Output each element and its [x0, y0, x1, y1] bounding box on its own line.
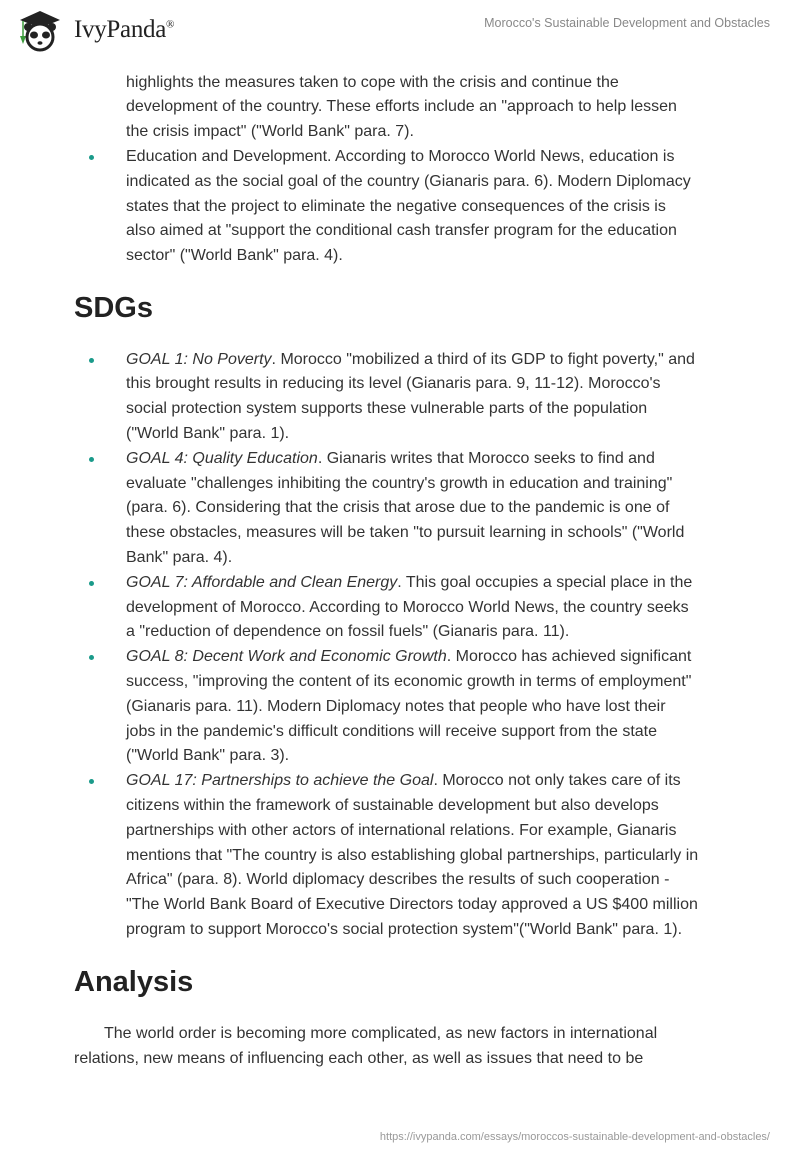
text-line [126, 670, 754, 695]
text-line [126, 447, 754, 472]
bullet-icon [89, 581, 94, 586]
line-text: (Gianaris para. 11). Modern Diplomacy notes that people who have lost their [126, 697, 666, 715]
line-text: (para. 6). Considering that the crisis that arose due to the pandemic is one of [126, 499, 670, 517]
text-line [126, 71, 754, 96]
list-item [74, 645, 754, 769]
text-line [126, 695, 754, 720]
line-text: development of the country. These efforts include an "approach to help lessen [126, 98, 677, 116]
goal-title: GOAL 1: No Poverty [126, 350, 272, 368]
line-text: development of Morocco. According to Morocco World News, the country seeks [126, 598, 689, 616]
line-text: Bank" para. 4). [126, 548, 233, 566]
text-line [126, 120, 754, 145]
sdg-list [74, 348, 754, 943]
goal-title: GOAL 17: Partnerships to achieve the Goal [126, 772, 434, 790]
list-item [74, 71, 754, 145]
text-line [126, 620, 754, 645]
text-line [126, 918, 754, 943]
line-text: . Morocco not only takes care of its [433, 772, 681, 790]
line-text: Africa" (para. 8). World diplomacy describes the results of such cooperation - [126, 871, 670, 889]
text-line [126, 496, 754, 521]
text-line [126, 95, 754, 120]
goal-title: GOAL 4: Quality Education [126, 449, 318, 467]
text-line [126, 893, 754, 918]
line-text: social protection system supports these vulnerable parts of the population [126, 400, 648, 418]
line-text: evaluate "challenges inhibiting the country's growth in education and training" [126, 474, 673, 492]
intro-list [74, 71, 754, 269]
line-text: success, "improving the content of its economic growth in terms of employment" [126, 672, 692, 690]
line-text: also aimed at "support the conditional cash transfer program for the education [126, 222, 677, 240]
panda-graduate-icon [12, 8, 68, 52]
list-item [74, 447, 754, 571]
text-line [126, 521, 754, 546]
text-line: relations, new means of influencing each other, as well as issues that need to be [74, 1050, 644, 1068]
line-text: jobs in the pandemic's difficult conditions will receive support from the state [126, 722, 658, 740]
line-text: ("World Bank" para. 3). [126, 747, 290, 765]
bullet-icon [89, 779, 94, 784]
text-line [126, 546, 754, 571]
text-line [126, 596, 754, 621]
line-text: . Morocco "mobilized a third of its GDP to fight poverty," and [271, 350, 695, 368]
line-text: sector" ("World Bank" para. 4). [126, 247, 343, 265]
article-body [74, 71, 754, 1072]
line-text: these obstacles, measures will be taken "to pursuit learning in schools" ("World [126, 524, 685, 542]
line-text: ("World Bank" para. 1). [126, 424, 290, 442]
line-text: mentions that "The country is also establishing global partnerships, particularly in [126, 846, 699, 864]
line-text: this brought results in reducing its level (Gianaris para. 9, 11-12). Morocco's [126, 375, 661, 393]
bullet-icon [89, 655, 94, 660]
analysis-heading: Analysis [74, 965, 194, 998]
text-line [126, 472, 754, 497]
line-text: partnerships with other actors of international relations. For example, Gianaris [126, 821, 677, 839]
line-text: highlights the measures taken to cope with the crisis and continue the [126, 73, 619, 91]
ivypanda-logo[interactable] [12, 8, 174, 52]
bullet-icon [89, 358, 94, 363]
line-text: . Gianaris writes that Morocco seeks to find and [317, 449, 655, 467]
text-line [126, 794, 754, 819]
text-line [126, 720, 754, 745]
line-text: indicated as the social goal of the country (Gianaris para. 6). Modern Diplomacy [126, 172, 691, 190]
document-title: Morocco's Sustainable Development and Obstacles [484, 16, 770, 30]
goal-title: GOAL 8: Decent Work and Economic Growth [126, 648, 447, 666]
line-text: the crisis impact" ("World Bank" para. 7). [126, 123, 414, 141]
text-line [126, 744, 754, 769]
analysis-paragraph [74, 1022, 754, 1072]
line-text: . Morocco has achieved significant [446, 648, 692, 666]
text-line [126, 769, 754, 794]
list-item [74, 769, 754, 943]
text-line: The world order is becoming more complicated, as new factors in international [104, 1025, 658, 1043]
footer-url[interactable]: https://ivypanda.com/essays/moroccos-sustainable-development-and-obstacles/ [379, 1131, 770, 1143]
line-text: program to support Morocco's social protection system"("World Bank" para. 1). [126, 920, 683, 938]
goal-title: GOAL 7: Affordable and Clean Energy [126, 573, 398, 591]
line-text: citizens within the framework of sustainable development but also develops [126, 796, 659, 814]
text-line [126, 397, 754, 422]
text-line [126, 170, 754, 195]
text-line [126, 348, 754, 373]
text-line [126, 571, 754, 596]
list-item [74, 145, 754, 269]
text-line [126, 219, 754, 244]
line-text: Education and Development. According to Morocco World News, education is [126, 147, 675, 165]
text-line [126, 645, 754, 670]
logo-text: IvyPanda® [74, 16, 175, 43]
line-text: states that the project to eliminate the negative consequences of the crisis is [126, 197, 666, 215]
text-line [126, 372, 754, 397]
text-line [126, 422, 754, 447]
sdgs-heading: SDGs [74, 291, 153, 324]
bullet-icon [89, 457, 94, 462]
text-line [126, 195, 754, 220]
text-line [126, 844, 754, 869]
text-line [126, 145, 754, 170]
bullet-icon [89, 155, 94, 160]
line-text: "The World Bank Board of Executive Directors today approved a US $400 million [126, 896, 698, 914]
text-line [126, 868, 754, 893]
text-line [126, 244, 754, 269]
text-line [126, 819, 754, 844]
line-text: . This goal occupies a special place in the [397, 573, 693, 591]
line-text: a "reduction of dependence on fossil fuels" (Gianaris para. 11). [126, 623, 570, 641]
list-item [74, 571, 754, 645]
list-item [74, 348, 754, 447]
